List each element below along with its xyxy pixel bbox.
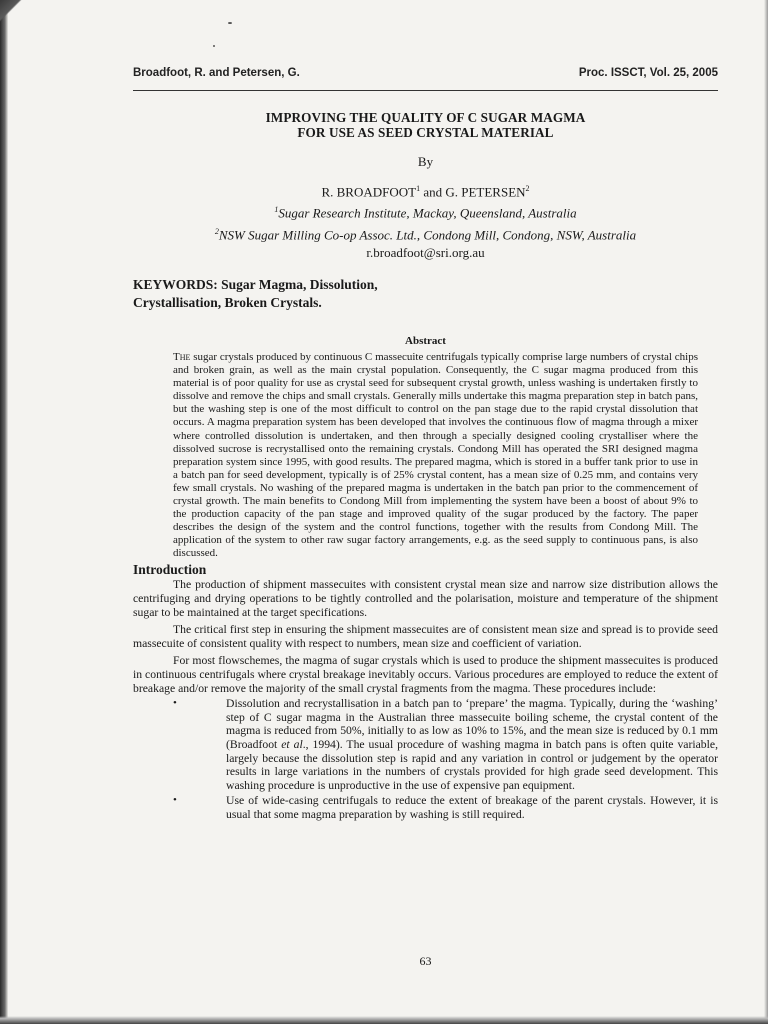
affiliation-2 [133,223,718,244]
scan-edge-bottom [0,1016,768,1024]
abstract-body [173,351,698,561]
scan-edge-right [764,0,768,1024]
keywords-line-1: KEYWORDS: Sugar Magma, Dissolution, [133,276,378,292]
scan-speck [228,22,232,24]
author-2: and G. PETERSEN [420,184,526,200]
paper-title [133,110,718,140]
affiliation-2-text: NSW Sugar Milling Co-op Assoc. Ltd., Condong Mill, Condong, NSW, Australia [218,226,637,242]
title-line-1: IMPROVING THE QUALITY OF C SUGAR MAGMA [265,110,586,125]
list-item [133,697,718,792]
list-item-text: Dissolution and recrystallisation in a batch pan to ‘prepare’ the magma. Typically, during the ‘washing’ step of C sugar magma in the Australian three massecuite boiling scheme, the crystal content of the magma is reduced from 50%, initially to as low as 10% to 15%, and the mean size is reduced by 0.1 mm (Broadfoot [226,697,718,752]
keywords [133,276,718,312]
list-item-text: Use of wide-casing centrifugals to reduce the extent of breakage of the parent crystals. However, it is usual that some magma preparation by washing is still required. [226,794,718,821]
header-authors: Broadfoot, R. and Petersen, G. [133,67,300,79]
procedure-list [133,697,718,821]
abstract-heading: Abstract [405,334,446,347]
author-1-sup: 1 [416,184,421,193]
intro-paragraph-1: The production of shipment massecuites with consistent crystal mean size and narrow size distribution allows the centrifuging and drying operations to be tightly controlled and the polarisation, moisture and temperature of the shipment sugar to be maintained at the target specifications. [133,578,718,619]
by-line: By [417,154,434,169]
abstract-lead: The [173,350,191,363]
affiliation-1 [133,201,718,222]
introduction-heading: Introduction [133,562,207,578]
contact-email: r.broadfoot@sri.org.au [366,244,485,260]
scan-edge-left [0,0,8,1024]
bullet-icon: • [173,794,177,807]
scan-corner-fold [0,0,22,22]
affiliation-2-sup: 2 [214,226,219,236]
list-item-citation: et al [281,738,303,752]
author-1: R. BROADFOOT [321,184,417,200]
title-line-2: FOR USE AS SEED CRYSTAL MATERIAL [297,125,554,140]
affiliation-1-text: Sugar Research Institute, Mackay, Queensland, Australia [278,205,577,221]
intro-paragraph-2: The critical first step in ensuring the shipment massecuites are of consistent mean size and spread is to provide seed massecuite of consistent quality with respect to numbers, mean size and coefficient of variation. [133,623,718,650]
abstract-text: sugar crystals produced by continuous C massecuite centrifugals typically comprise large numbers of crystal chips and broken grain, as well as the main crystal population. Consequently, the C sugar magma produced from this material is of poor quality for use as crystal seed for subsequent crystal growth, unless washing is undertaken firstly to dissolve and remove the chips and small crystals. Generally mills undertake this magma preparation step in batch pans, but the washing step is one of the most difficult to control on the pan stage due to the rapid crystal dissolution that occurs. A magma preparation system has been developed that involves the continuous flow of magma through a mixer where controlled dissolution is undertaken, and then through a specially designed cooling crystalliser where the dissolved sucrose is recrystallised onto the remaining crystals. Condong Mill has operated the SRI designed magma preparation system since 1995, with good results. The prepared magma, which is stored in a buffer tank prior to use in a batch pan for seed development, typically is of 25% crystal content, has a mean size of 0.25 mm, and contains very few small crystals. No washing of the prepared magma is undertaken in the batch pan prior to the commencement of crystal growth. The main benefits to Condong Mill from implementing the system have been a boost of about 9% to the production capacity of the pan stage and improved quality of the sugar produced by the factory. The paper describes the design of the system and the control functions, together with the results from Condong Mill. The application of the system to other raw sugar factory arrangements, e.g. as the seed supply to continuous pans, is also discussed. [173,350,698,560]
page-number: 63 [419,954,432,968]
affiliation-1-sup: 1 [274,205,279,215]
author-list [133,180,718,201]
header-proceedings: Proc. ISSCT, Vol. 25, 2005 [578,67,718,79]
running-header [133,67,718,91]
list-item [133,794,718,821]
paper-page [133,62,719,968]
intro-paragraph-3: For most flowschemes, the magma of sugar crystals which is used to produce the shipment massecuites is produced in continuous centrifugals where crystal breakage inevitably occurs. Various procedures are employed to reduce the extent of breakage and/or remove the majority of the small crystal fragments from the magma. These procedures include: [133,654,718,695]
author-2-sup: 2 [525,184,530,193]
list-item-text-cont: ., 1994). The usual procedure of washing magma in batch pans is often quite variable, largely because the dissolution step is rapid and any variation in control or judgement by the operator results in large variations in the numbers of crystals provided for high grade seed development. This washing procedure is unproductive in the use of expensive pan equipment. [226,738,719,792]
bullet-icon: • [173,697,177,710]
scan-speck [213,45,215,47]
keywords-line-2: Crystallisation, Broken Crystals. [133,294,322,310]
